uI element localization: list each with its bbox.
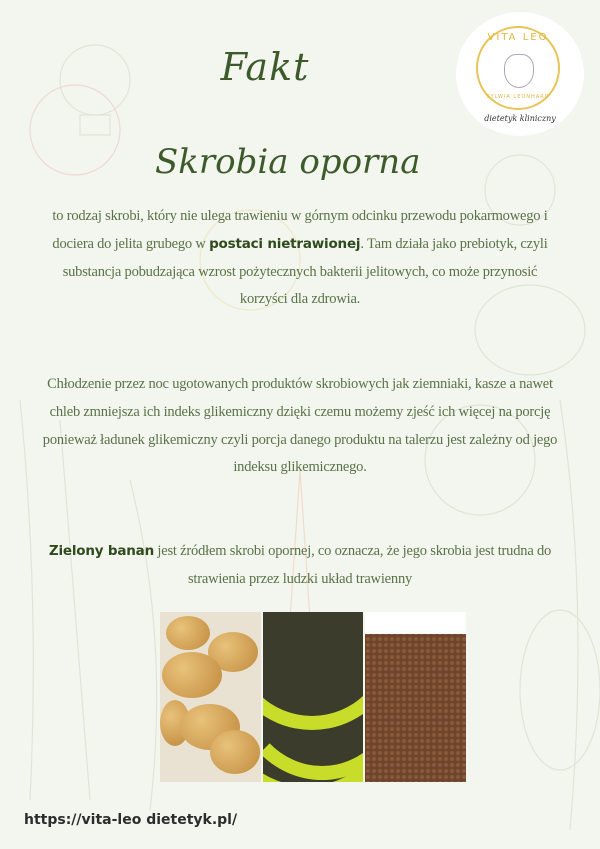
bold-text: postaci nietrawionej bbox=[209, 235, 361, 252]
logo-subtitle: dietetyk kliniczny bbox=[484, 114, 556, 123]
text: to rodzaj skrobi, który nie ulega trawieniu w górnym odcinku przewodu pokarmowego i dociera do jelita grubego w bbox=[52, 208, 548, 252]
buckwheat-photo bbox=[365, 612, 466, 782]
logo-name: SYLWIA LEONHARD bbox=[486, 94, 550, 100]
food-photos bbox=[160, 612, 466, 782]
website-url[interactable]: https://vita-leo dietetyk.pl/ bbox=[24, 812, 238, 828]
logo-brand: VITA LEO bbox=[487, 32, 549, 43]
paragraph-cooling: Chłodzenie przez noc ugotowanych produktów skrobiowych jak ziemniaki, kasze a nawet chleb zmniejsza ich indeks glikemiczny dzięki czemu możemy zjeść ich więcej na porcję ponieważ ładunek glikemiczny czyli porcja danego produktu na talerzu jest zależny od jego indeksu glikemicznego. bbox=[42, 376, 558, 476]
vita-leo-logo bbox=[462, 18, 578, 130]
paragraph-resistant-starch bbox=[40, 203, 560, 314]
potatoes-photo bbox=[160, 612, 261, 782]
fakt-heading: Fakt bbox=[220, 45, 310, 89]
lion-icon bbox=[504, 54, 534, 88]
text: jest źródłem skrobi opornej, co oznacza, że jego skrobia jest trudna do strawienia przez ludzki układ trawienny bbox=[153, 543, 552, 587]
bold-text: Zielony banan bbox=[48, 543, 154, 559]
text: . Tam działa jako prebiotyk, czyli substancja pobudzająca wzrost pożytecznych bakterii jelitowych, co może przynosić korzyści dla zdrowia. bbox=[62, 235, 548, 308]
green-bananas-photo bbox=[263, 612, 364, 782]
page-title: Skrobia oporna bbox=[155, 142, 421, 182]
paragraph-green-banana bbox=[40, 538, 560, 594]
